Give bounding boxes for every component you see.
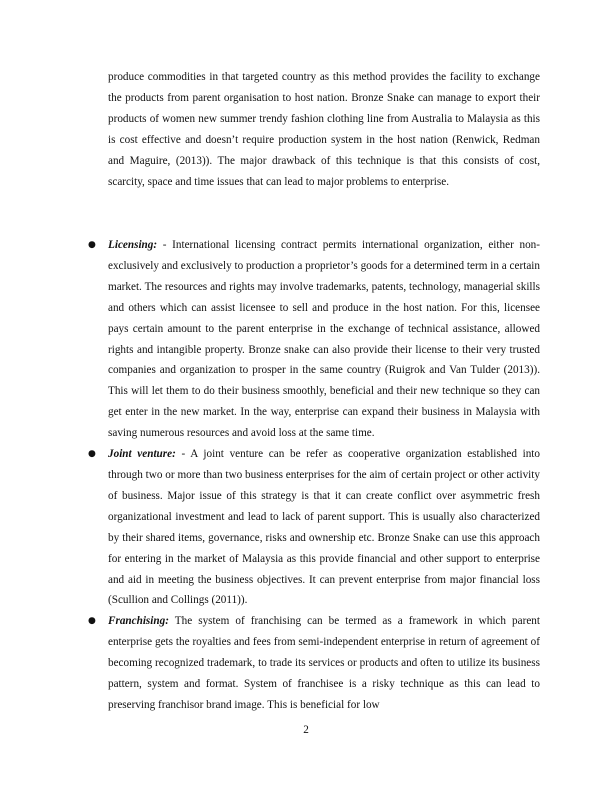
list-item-franchising (88, 611, 540, 716)
bullet-term: Joint venture: (108, 448, 176, 461)
bullet-list (88, 235, 540, 716)
intro-paragraph: produce commodities in that targeted country as this method provides the facility to exchange the products from parent organisation to host nation. Bronze Snake can manage to export their products of women new summer trendy fashion clothing line from Australia to Malaysia as this is cost effective and doesn’t require production system in the host nation (Renwick, Redman and Maguire, (2013)). The major drawback of this technique is that this consists of cost, scarcity, space and time issues that can lead to major problems to enterprise. (108, 71, 540, 188)
bullet-term: Licensing: (108, 239, 158, 251)
bullet-text: The system of franchising can be termed as a framework in which parent enterprise gets the royalties and fees from semi-independent enterprise in return of agreement of becoming recognized trademark, to trade its services or products and often to utilize its business pattern, system and format. System of franchisee is a risky technique as this can lead to preserving franchisor brand image. This is beneficial for low (108, 615, 540, 711)
bullet-icon: ● (88, 616, 96, 627)
bullet-text: - International licensing contract permits international organization, either non-exclusively and exclusively to production a proprietor’s goods for a determined term in a certain market. The resources and rights may involve trademarks, patents, technology, managerial skills and others which can assist licensee to sell and produce in the host nation. For this, licensee pays certain amount to the parent enterprise in the exchange of technical assistance, allowed rights and intangible property. Bronze snake can also provide their license to their very trusted companies and organization to prosper in the same country (Ruigrok and Van Tulder (2013)). This will let them to do their business smoothly, beneficial and their new technique so they can get enter in the new market. In the way, enterprise can expand their business in Malaysia with saving numerous resources and avoid loss at the same time. (108, 239, 540, 440)
page-number: 2 (303, 724, 309, 736)
bullet-icon: ● (88, 449, 96, 460)
bullet-icon: ● (88, 240, 96, 250)
bullet-term: Franchising: (108, 615, 169, 628)
list-item-joint-venture (88, 444, 540, 611)
list-item-licensing (88, 235, 540, 444)
bullet-text: - A joint venture can be refer as cooperative organization established into through two or more than two business enterprises for the aim of certain project or other activity of business. Major issue of this strategy is that it can create conflict over asymmetric fresh organizational investment and lead to lack of parent support. This is usually also characterized by their shared items, governance, risks and ownership etc. Bronze Snake can use this approach for entering in the market of Malaysia as this provide financial and other support to enterprise and aid in meeting the business objectives. It can prevent enterprise from major financial loss (Scullion and Collings (2011)). (108, 448, 540, 607)
